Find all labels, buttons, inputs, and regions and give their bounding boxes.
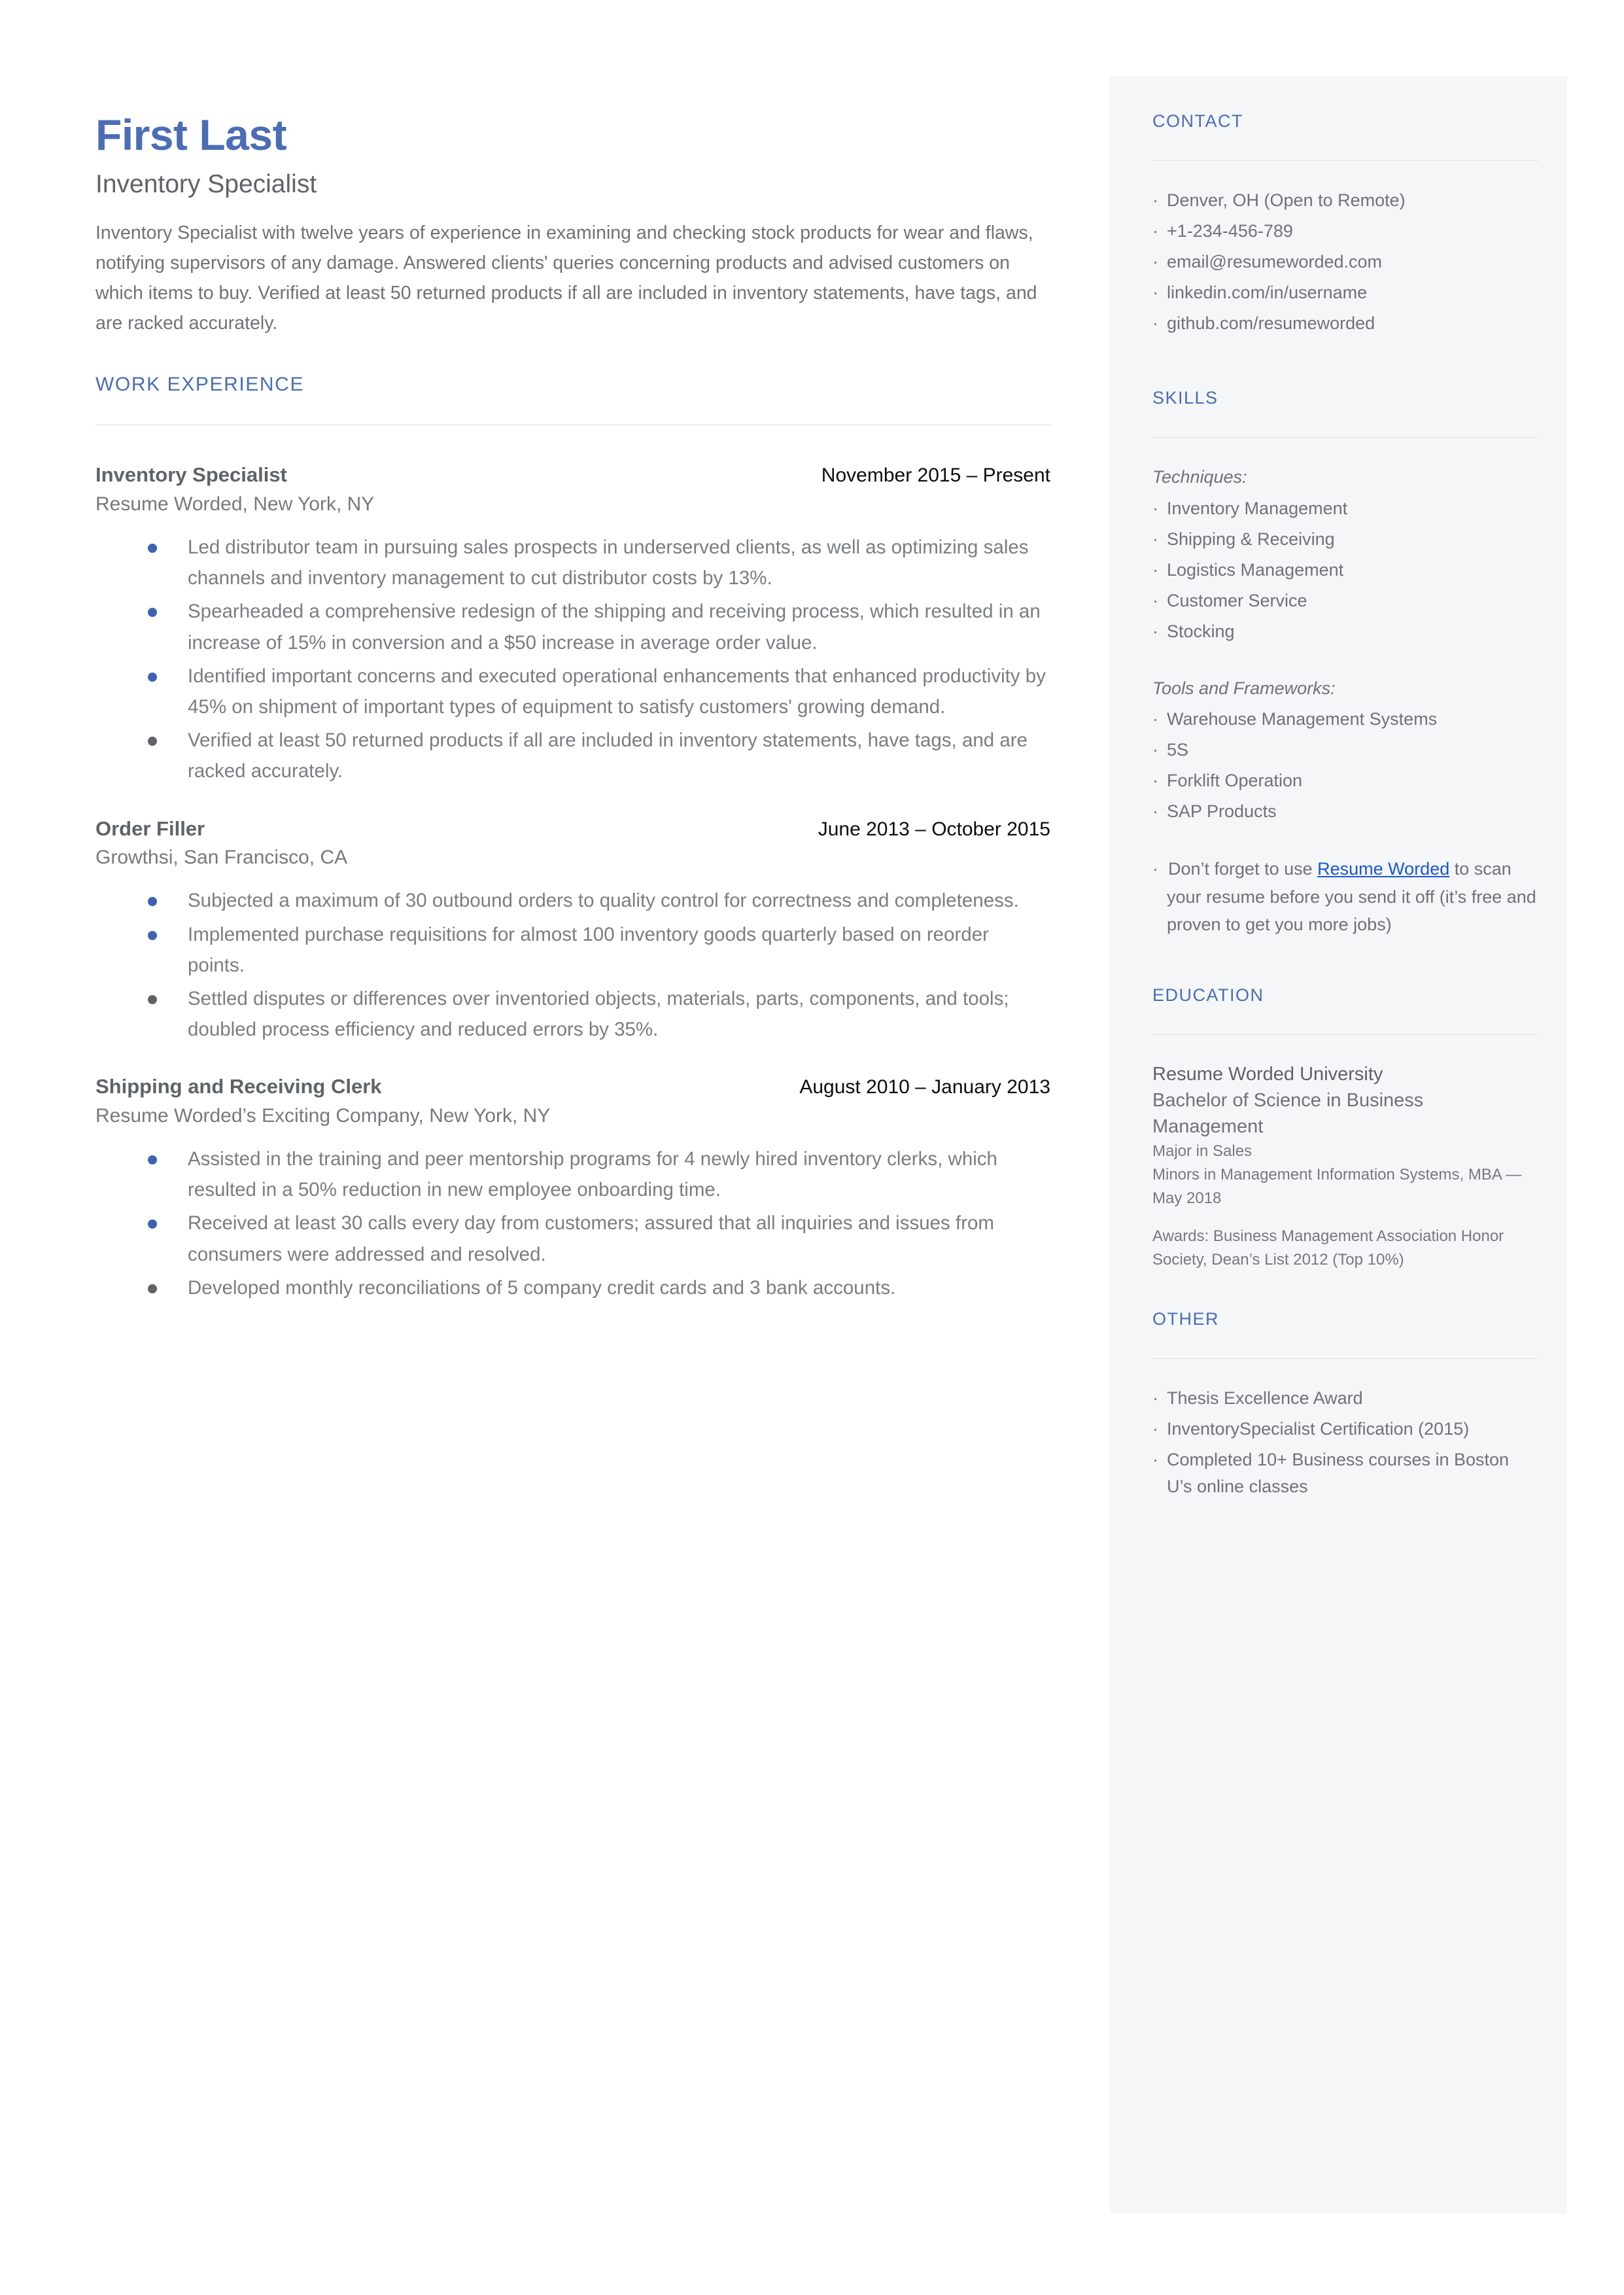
- sidebar-column: [1152, 111, 1538, 1504]
- experience-role: Shipping and Receiving Clerk: [95, 1075, 382, 1098]
- bullet-dot-icon: ·: [1152, 252, 1158, 272]
- bullet-dot-icon: [148, 673, 157, 682]
- section-heading-other: OTHER: [1152, 1308, 1219, 1329]
- other-item: [1152, 1416, 1538, 1443]
- resume-worded-link[interactable]: Resume Worded: [1317, 859, 1450, 879]
- other-item: [1152, 1446, 1538, 1500]
- skill-tool-item: [1152, 737, 1538, 763]
- skills-techniques-list: [1152, 495, 1538, 645]
- skill-tool-item: [1152, 767, 1538, 794]
- spacer-tools-promo: [1152, 829, 1538, 855]
- section-divider-other: [1152, 1358, 1538, 1359]
- other-item-label: InventorySpecialist Certification (2015): [1167, 1418, 1470, 1439]
- experience-bullet: [95, 725, 1050, 786]
- experience-bullet: [95, 983, 1050, 1045]
- section-heading-skills: SKILLS: [1152, 388, 1218, 408]
- experience-bullet: [95, 661, 1050, 722]
- contact-section: [1152, 111, 1538, 337]
- education-school: Resume Worded University: [1152, 1063, 1383, 1085]
- contact-list: [1152, 187, 1538, 337]
- skill-tool-item: [1152, 706, 1538, 733]
- experience-entry: [95, 816, 1050, 1045]
- bullet-dot-icon: ·: [1152, 621, 1158, 641]
- skill-technique-item: [1152, 495, 1538, 522]
- bullet-dot-icon: [148, 995, 157, 1004]
- section-heading-contact: CONTACT: [1152, 111, 1243, 131]
- section-divider-contact: [1152, 160, 1538, 161]
- bullet-dot-icon: [148, 737, 157, 746]
- contact-item: [1152, 187, 1538, 214]
- experience-header-row: [95, 462, 1050, 488]
- bullet-dot-icon: [148, 608, 157, 617]
- contact-item: [1152, 279, 1538, 306]
- experience-header-row: [95, 816, 1050, 842]
- bullet-dot-icon: [148, 544, 157, 553]
- skill-tool-item-label: Warehouse Management Systems: [1167, 709, 1438, 729]
- bullet-dot-icon: ·: [1152, 313, 1158, 334]
- skill-tool-item: [1152, 798, 1538, 825]
- bullet-dot-icon: ·: [1152, 559, 1158, 580]
- skill-tool-item-label: 5S: [1167, 740, 1189, 760]
- contact-item-label: linkedin.com/in/username: [1167, 283, 1368, 303]
- experience-role: Order Filler: [95, 816, 205, 840]
- bullet-dot-icon: ·: [1152, 221, 1158, 241]
- bullet-dot-icon: ·: [1152, 1449, 1158, 1469]
- other-section: [1152, 1309, 1538, 1500]
- candidate-name: First Last: [95, 111, 287, 159]
- promo-suffix-text: to scan your resume before you send it off (it’s free and proven to get you more jobs): [1167, 859, 1536, 934]
- experience-bullet: [95, 1272, 1050, 1303]
- skill-technique-item: [1152, 526, 1538, 553]
- contact-item-label: email@resumeworded.com: [1167, 252, 1383, 272]
- bullet-text: Led distributor team in pursuing sales prospects in underserved clients, as well as optimizing sales channels and inventory management to cut distributor costs by 13%.: [188, 536, 1029, 589]
- experience-bullet: [95, 1208, 1050, 1269]
- section-heading-education: EDUCATION: [1152, 985, 1264, 1005]
- other-item-label: Thesis Excellence Award: [1167, 1388, 1363, 1408]
- bullet-text: Assisted in the training and peer mentorship programs for 4 newly hired inventory clerks, which resulted in a 50% reduction in new employee onboarding time.: [188, 1148, 997, 1201]
- contact-item-label: +1-234-456-789: [1167, 221, 1293, 241]
- other-item: [1152, 1385, 1538, 1412]
- experience-header-row: [95, 1074, 1050, 1100]
- experience-bullet: [95, 919, 1050, 981]
- bullet-dot-icon: ·: [1152, 190, 1158, 210]
- experience-bullet-list: [95, 532, 1050, 787]
- bullet-text: Settled disputes or differences over inventoried objects, materials, parts, components, and tools; doubled process efficiency and reduced errors by 35%.: [188, 987, 1009, 1041]
- professional-summary: Inventory Specialist with twelve years of experience in examining and checking stock products for wear and flaws, notifying supervisors of any damage. Answered clients' queries concerning products and advised customers on which items to buy. Verified at least 50 returned products if all are included in inventory statements, have tags, and are racked accurately.: [95, 222, 1037, 334]
- promo-prefix-text: Don’t forget to use: [1168, 859, 1318, 879]
- bullet-dot-icon: [148, 1284, 157, 1293]
- bullet-text: Identified important concerns and executed operational enhancements that enhanced productivity by 45% on shipment of important types of equipment to satisfy customers' growing demand.: [188, 665, 1046, 718]
- spacer-education-other: [1152, 1272, 1538, 1309]
- bullet-dot-icon: ·: [1152, 590, 1158, 610]
- bullet-dot-icon: ·: [1152, 709, 1158, 729]
- contact-item-label: Denver, OH (Open to Remote): [1167, 190, 1406, 210]
- section-divider-education: [1152, 1034, 1538, 1035]
- bullet-text: Subjected a maximum of 30 outbound orders to quality control for correctness and completeness.: [188, 890, 1019, 912]
- education-awards: Awards: Business Management Association Honor Society, Dean’s List 2012 (Top 10%): [1152, 1227, 1504, 1269]
- contact-item: [1152, 310, 1538, 337]
- bullet-dot-icon: ·: [1152, 771, 1158, 791]
- education-degree: Bachelor of Science in Business Management: [1152, 1089, 1424, 1137]
- experience-entry: [95, 462, 1050, 786]
- bullet-text: Implemented purchase requisitions for almost 100 inventory goods quarterly based on reorder points.: [188, 923, 989, 976]
- contact-item: [1152, 218, 1538, 245]
- skill-technique-item: [1152, 557, 1538, 584]
- skill-technique-item: [1152, 587, 1538, 614]
- spacer-techniques-tools: [1152, 649, 1538, 675]
- bullet-dot-icon: [148, 1219, 157, 1229]
- bullet-text: Developed monthly reconciliations of 5 company credit cards and 3 bank accounts.: [188, 1276, 896, 1299]
- experience-company: Growthsi, San Francisco, CA: [95, 846, 348, 868]
- skill-tool-item-label: SAP Products: [1167, 801, 1277, 822]
- other-item-label: Completed 10+ Business courses in Boston U’s online classes: [1167, 1449, 1510, 1496]
- skill-technique-item-label: Shipping & Receiving: [1167, 529, 1335, 549]
- bullet-dot-icon: ·: [1152, 1418, 1158, 1439]
- experience-company: Resume Worded, New York, NY: [95, 493, 375, 515]
- bullet-text: Verified at least 50 returned products if all are included in inventory statements, have tags, and are racked accurately.: [188, 729, 1028, 782]
- bullet-dot-icon: ·: [1152, 529, 1158, 549]
- skill-technique-item-label: Inventory Management: [1167, 498, 1348, 518]
- bullet-dot-icon: ·: [1152, 740, 1158, 760]
- experience-dates: August 2010 – January 2013: [799, 1076, 1050, 1098]
- bullet-dot-icon: ·: [1152, 801, 1158, 822]
- section-heading-work-experience: WORK EXPERIENCE: [95, 374, 305, 396]
- bullet-dot-icon: ·: [1152, 1388, 1158, 1408]
- bullet-dot-icon: ·: [1152, 498, 1158, 518]
- skill-technique-item-label: Logistics Management: [1167, 559, 1344, 580]
- resume-worded-promo: [1152, 855, 1538, 937]
- bullet-text: Received at least 30 calls every day from customers; assured that all inquiries and issues from consumers were addressed and resolved.: [188, 1212, 994, 1265]
- spacer-skills-education: [1152, 938, 1538, 985]
- skill-technique-item: [1152, 618, 1538, 645]
- experience-bullet-list: [95, 1144, 1050, 1303]
- experience-bullet: [95, 596, 1050, 657]
- bullet-dot-icon: [148, 931, 157, 940]
- skill-technique-item-label: Stocking: [1167, 621, 1235, 641]
- promo-bullet: ·: [1152, 859, 1168, 879]
- experience-bullet-list: [95, 885, 1050, 1045]
- contact-item: [1152, 249, 1538, 275]
- education-minors: Minors in Management Information Systems, MBA — May 2018: [1152, 1165, 1522, 1207]
- experience-dates: June 2013 – October 2015: [818, 818, 1050, 840]
- skill-tool-item-label: Forklift Operation: [1167, 771, 1303, 791]
- bullet-dot-icon: [148, 897, 157, 906]
- skill-technique-item-label: Customer Service: [1167, 590, 1307, 610]
- spacer-contact-skills: [1152, 341, 1538, 388]
- skills-section: [1152, 388, 1538, 938]
- education-section: [1152, 985, 1538, 1272]
- experience-role: Inventory Specialist: [95, 463, 287, 487]
- candidate-job-title: Inventory Specialist: [95, 169, 317, 198]
- education-major: Major in Sales: [1152, 1142, 1253, 1160]
- skills-tools-list: [1152, 706, 1538, 825]
- main-column: [95, 111, 1050, 1332]
- experience-bullet: [95, 885, 1050, 916]
- experience-dates: November 2015 – Present: [821, 464, 1050, 487]
- other-list: [1152, 1385, 1538, 1500]
- experience-list: [95, 462, 1050, 1303]
- skills-tools-label: Tools and Frameworks:: [1152, 678, 1336, 698]
- experience-bullet: [95, 532, 1050, 593]
- skills-techniques-label: Techniques:: [1152, 467, 1247, 487]
- experience-company: Resume Worded’s Exciting Company, New York, NY: [95, 1104, 551, 1127]
- bullet-dot-icon: [148, 1155, 157, 1165]
- experience-bullet: [95, 1144, 1050, 1205]
- bullet-text: Spearheaded a comprehensive redesign of the shipping and receiving process, which resulted in an increase of 15% in conversion and a $50 increase in average order value.: [188, 601, 1041, 654]
- bullet-dot-icon: ·: [1152, 283, 1158, 303]
- experience-entry: [95, 1074, 1050, 1303]
- section-divider-skills: [1152, 437, 1538, 438]
- contact-item-label: github.com/resumeworded: [1167, 313, 1375, 334]
